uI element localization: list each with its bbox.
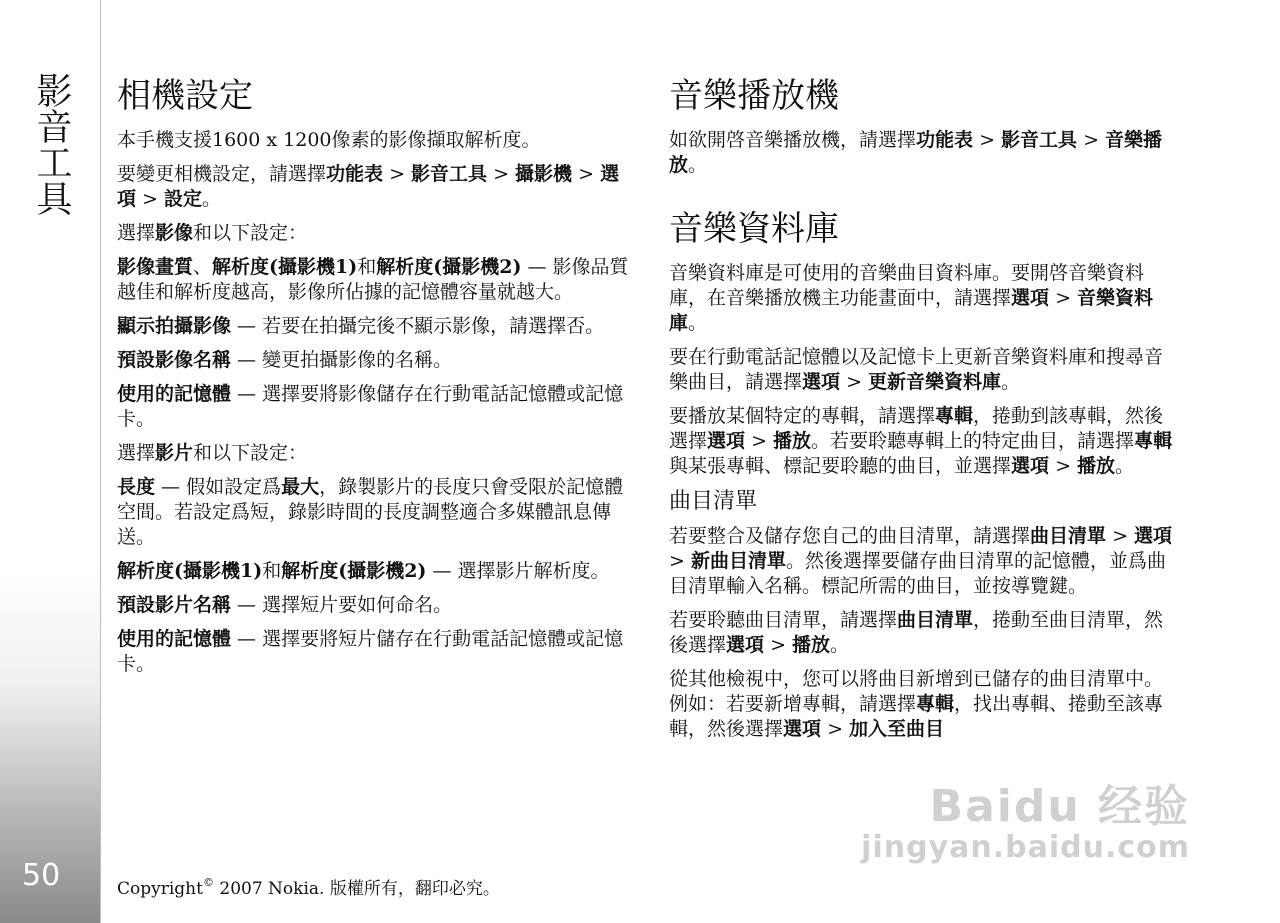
setting-item: 預設影像名稱 — 變更拍攝影像的名稱。 — [117, 349, 453, 371]
setting-item: 影像畫質、解析度(攝影機1)和解析度(攝影機2) — 影像品質越佳和解析度越高，影像所佔據的記憶體容量就越大。 — [117, 256, 629, 303]
page-number: 50 — [22, 858, 61, 893]
paragraph: 從其他檢視中，您可以將曲目新增到已儲存的曲目清單中。例如：若要新增專輯，請選擇專輯，找出專輯、捲動至該專輯，然後選擇選項 > 加入至曲目 — [669, 668, 1164, 740]
setting-item: 顯示拍攝影像 — 若要在拍攝完後不顯示影像，請選擇否。 — [117, 315, 605, 337]
heading-music-library: 音樂資料庫 — [669, 209, 839, 249]
watermark-logo: Baidu 经验 — [929, 781, 1190, 832]
left-column — [117, 74, 629, 686]
sidebar — [0, 0, 101, 923]
setting-item: 預設影片名稱 — 選擇短片要如何命名。 — [117, 594, 453, 616]
heading-camera-settings: 相機設定 — [117, 76, 253, 116]
setting-item: 使用的記憶體 — 選擇要將影像儲存在行動電話記憶體或記憶卡。 — [117, 383, 624, 430]
paragraph: 選擇影像和以下設定： — [117, 222, 308, 244]
setting-item: 長度 — 假如設定爲最大，錄製影片的長度只會受限於記憶體空間。若設定爲短，錄影時間的長度調整適合多媒體訊息傳送。 — [117, 476, 624, 548]
spacer — [669, 187, 1181, 207]
paragraph: 要播放某個特定的專輯，請選擇專輯，捲動到該專輯，然後選擇選項 > 播放。若要聆聽專輯上的特定曲目，請選擇專輯與某張專輯、標記要聆聽的曲目，並選擇選項 > 播放。 — [669, 405, 1173, 477]
paragraph: 要變更相機設定，請選擇功能表 > 影音工具 > 攝影機 > 選項 > 設定。 — [117, 163, 620, 210]
heading-music-player: 音樂播放機 — [669, 76, 839, 116]
paragraph: 本手機支援1600 x 1200像素的影像擷取解析度。 — [117, 129, 541, 151]
right-column — [669, 74, 1181, 751]
paragraph: 若要聆聽曲目清單，請選擇曲目清單，捲動至曲目清單，然後選擇選項 > 播放。 — [669, 609, 1164, 656]
paragraph: 選擇影片和以下設定： — [117, 442, 308, 464]
watermark — [861, 770, 1190, 865]
paragraph: 音樂資料庫是可使用的音樂曲目資料庫。要開啓音樂資料庫，在音樂播放機主功能畫面中，請選擇選項 > 音樂資料庫。 — [669, 262, 1154, 334]
setting-item: 解析度(攝影機1)和解析度(攝影機2) — 選擇影片解析度。 — [117, 560, 610, 582]
section-label: 影音工具 — [31, 72, 72, 216]
copyright-footer: Copyright© 2007 Nokia. 版權所有，翻印必究。 — [117, 876, 500, 899]
paragraph: 若要整合及儲存您自己的曲目清單，請選擇曲目清單 > 選項 > 新曲目清單。然後選擇要儲存曲目清單的記憶體，並爲曲目清單輸入名稱。標記所需的曲目，並按導覽鍵。 — [669, 525, 1173, 597]
watermark-url: jingyan.baidu.com — [861, 830, 1190, 865]
paragraph: 要在行動電話記憶體以及記憶卡上更新音樂資料庫和搜尋音樂曲目，請選擇選項 > 更新音樂資料庫。 — [669, 346, 1164, 393]
paragraph: 如欲開啓音樂播放機，請選擇功能表 > 影音工具 > 音樂播放。 — [669, 129, 1163, 176]
setting-item: 使用的記憶體 — 選擇要將短片儲存在行動電話記憶體或記憶卡。 — [117, 628, 624, 675]
subheading-playlists: 曲目清單 — [669, 489, 758, 514]
